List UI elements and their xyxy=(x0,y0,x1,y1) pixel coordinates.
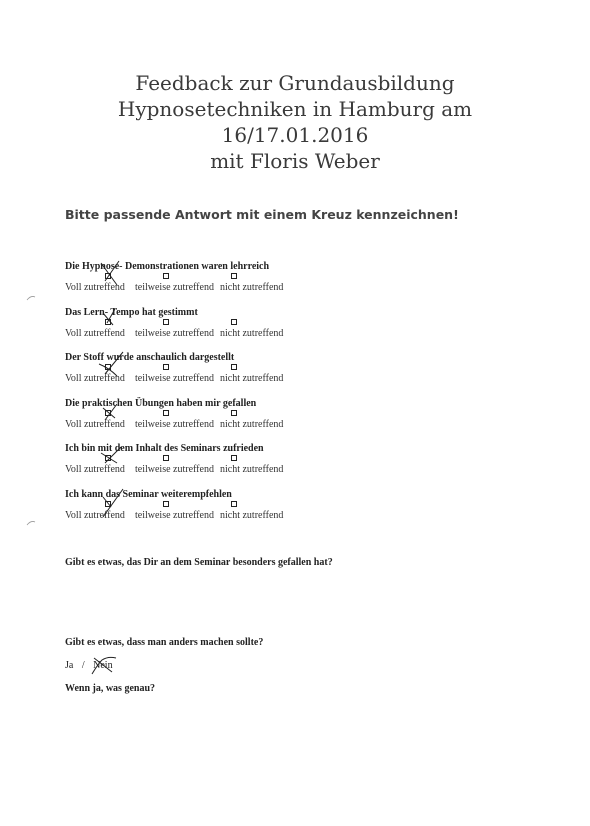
instruction-text: Bitte passende Antwort mit einem Kreuz kennzeichnen! xyxy=(65,207,459,222)
checkbox-teilweise-zutreffend[interactable] xyxy=(163,364,169,370)
question-6 xyxy=(65,489,525,531)
checkbox-nicht-zutreffend[interactable] xyxy=(231,455,237,461)
option-label: nicht zutreffend xyxy=(220,373,284,384)
option-label: Voll zutreffend xyxy=(65,282,125,293)
handwritten-cross-icon xyxy=(97,259,137,289)
option-label: teilweise zutreffend xyxy=(135,510,214,521)
checkbox-teilweise-zutreffend[interactable] xyxy=(163,273,169,279)
scan-mark-icon xyxy=(26,520,36,526)
checkbox-teilweise-zutreffend[interactable] xyxy=(163,455,169,461)
checkbox-nicht-zutreffend[interactable] xyxy=(231,364,237,370)
question-text: Das Lern- Tempo hat gestimmt xyxy=(65,307,198,318)
option-label: nicht zutreffend xyxy=(220,510,284,521)
question-text: Die Hypnose- Demonstrationen waren lehrreich xyxy=(65,261,270,272)
checkbox-nicht-zutreffend[interactable] xyxy=(231,410,237,416)
option-label: nicht zutreffend xyxy=(220,282,284,293)
option-label: nicht zutreffend xyxy=(220,464,284,475)
scan-mark-icon xyxy=(26,295,36,301)
question-5 xyxy=(65,443,525,485)
handwritten-cross-icon xyxy=(97,441,137,471)
checkbox-teilweise-zutreffend[interactable] xyxy=(163,319,169,325)
question-text: Ich bin mit dem Inhalt des Seminars zufrieden xyxy=(65,443,264,454)
checkbox-teilweise-zutreffend[interactable] xyxy=(163,410,169,416)
question-text: Die praktischen Übungen haben mir gefallen xyxy=(65,398,257,409)
option-label: Voll zutreffend xyxy=(65,510,125,521)
checkbox-nicht-zutreffend[interactable] xyxy=(231,501,237,507)
option-label: Voll zutreffend xyxy=(65,328,125,339)
title-line-2: Hypnosetechniken in Hamburg am xyxy=(117,97,473,121)
open-question-if-yes: Wenn ja, was genau? xyxy=(65,683,156,694)
title-line-3: 16/17.01.2016 xyxy=(221,123,369,147)
question-2 xyxy=(65,307,525,349)
option-label: teilweise zutreffend xyxy=(135,282,214,293)
answer-separator: / xyxy=(81,660,85,671)
checkbox-nicht-zutreffend[interactable] xyxy=(231,319,237,325)
handwritten-cross-icon xyxy=(97,350,137,380)
handwritten-cross-icon xyxy=(97,305,137,335)
checkbox-teilweise-zutreffend[interactable] xyxy=(163,501,169,507)
open-question-change: Gibt es etwas, dass man anders machen sollte? xyxy=(65,637,264,648)
yes-no-answer xyxy=(65,660,113,671)
question-3 xyxy=(65,352,525,394)
option-label: teilweise zutreffend xyxy=(135,328,214,339)
option-label: nicht zutreffend xyxy=(220,328,284,339)
option-label: teilweise zutreffend xyxy=(135,419,214,430)
option-label: Voll zutreffend xyxy=(65,464,125,475)
title-line-1: Feedback zur Grundausbildung xyxy=(135,71,455,95)
option-label: teilweise zutreffend xyxy=(135,373,214,384)
form-title xyxy=(0,70,590,174)
checkbox-nicht-zutreffend[interactable] xyxy=(231,273,237,279)
question-text: Der Stoff wurde anschaulich dargestellt xyxy=(65,352,235,363)
option-label: Voll zutreffend xyxy=(65,373,125,384)
handwritten-cross-icon xyxy=(97,487,137,517)
question-4 xyxy=(65,398,525,440)
answer-no[interactable]: Nein xyxy=(93,660,113,671)
question-text: Ich kann das Seminar weiterempfehlen xyxy=(65,489,232,500)
title-line-4: mit Floris Weber xyxy=(210,149,380,173)
handwritten-cross-icon xyxy=(97,396,137,426)
question-1 xyxy=(65,261,525,303)
handwritten-cross-icon xyxy=(90,654,118,676)
open-question-liked: Gibt es etwas, das Dir an dem Seminar besonders gefallen hat? xyxy=(65,557,333,568)
answer-yes[interactable]: Ja xyxy=(65,660,74,671)
option-label: teilweise zutreffend xyxy=(135,464,214,475)
option-label: nicht zutreffend xyxy=(220,419,284,430)
option-label: Voll zutreffend xyxy=(65,419,125,430)
